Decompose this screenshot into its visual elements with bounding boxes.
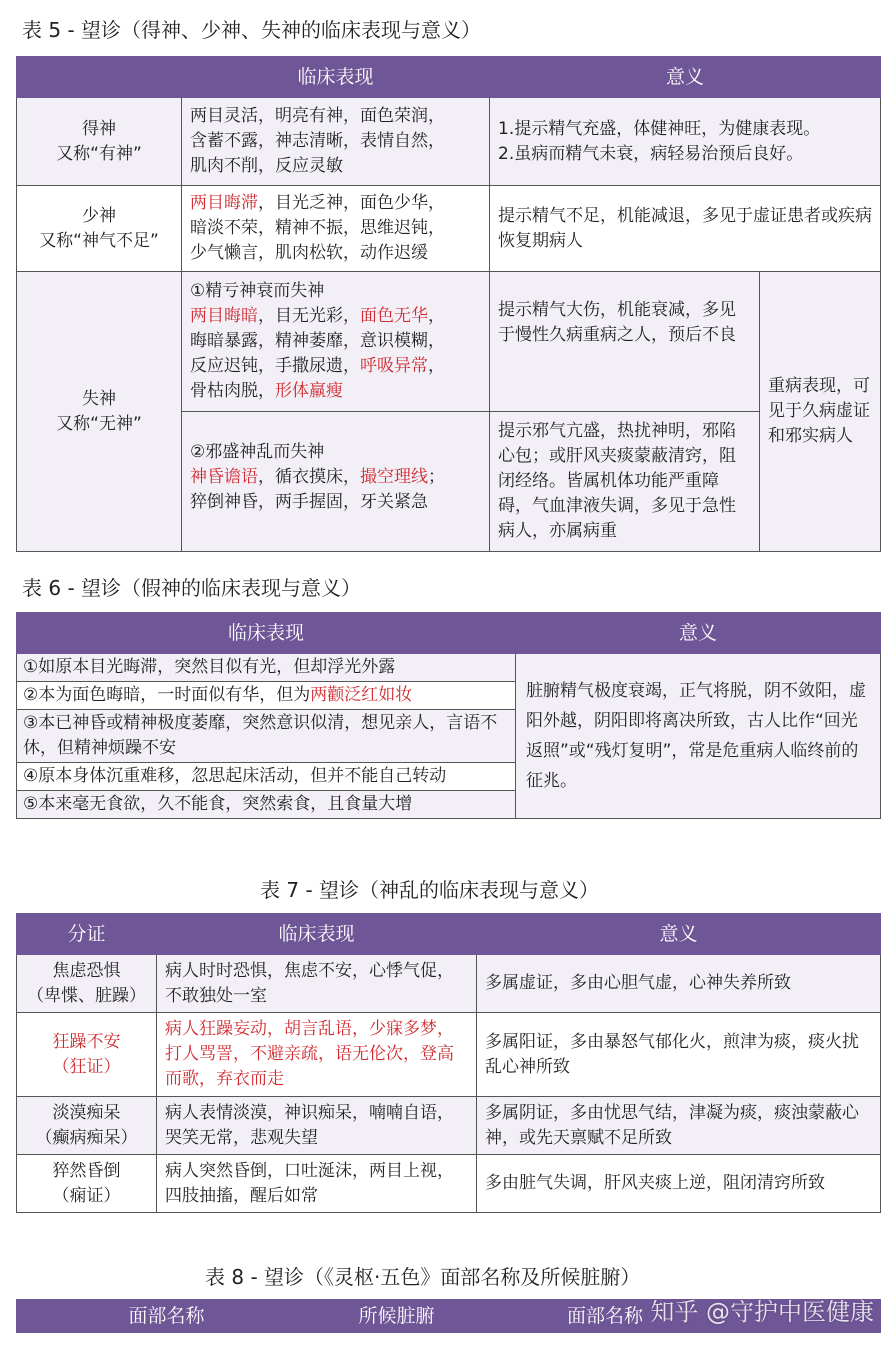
table5-header-meaning: 意义 xyxy=(490,57,881,98)
table7-title: 表 7 - 望诊（神乱的临床表现与意义） xyxy=(260,878,600,902)
row-label xyxy=(17,955,157,1013)
highlight-text: 两目晦滞 xyxy=(190,193,258,213)
table7-header-type: 分证 xyxy=(17,914,157,955)
clinical-cell: ⑤本来毫无食欲，久不能食，突然索食，且食量大增 xyxy=(17,791,516,819)
table-row xyxy=(17,1097,881,1155)
table6-header-meaning: 意义 xyxy=(516,613,881,654)
label-line: 又称“无神” xyxy=(56,413,142,434)
text-line: 晦暗暴露，精神萎靡，意识模糊， xyxy=(190,331,445,351)
row-label xyxy=(17,1097,157,1155)
meaning-cell: 提示精气大伤，机能衰减，多见于慢性久病重病之人，预后不良 xyxy=(490,272,760,412)
table5 xyxy=(16,56,881,552)
table6-title: 表 6 - 望诊（假神的临床表现与意义） xyxy=(22,576,362,600)
text-line xyxy=(190,304,481,329)
meaning-cell: 多属虚证，多由心胆气虚，心神失养所致 xyxy=(477,955,881,1013)
highlight-text: 呼吸异常 xyxy=(360,356,428,376)
highlight-text: 两目晦暗 xyxy=(190,306,258,326)
clinical-cell: ①如原本目光晦滞，突然目似有光，但却浮光外露 xyxy=(17,654,516,682)
table6-header-row xyxy=(17,613,881,654)
text-line xyxy=(190,191,481,216)
text: 反应迟钝，手撒尿遗， xyxy=(190,356,360,376)
table-row xyxy=(17,272,881,412)
label-line: （癫病痴呆） xyxy=(35,1127,138,1148)
table8-header-organ: 所候脏腑 xyxy=(317,1300,477,1333)
label-line: （痫证） xyxy=(52,1185,121,1206)
text: ②本为面色晦暗，一时面似有华，但为 xyxy=(23,685,311,705)
meaning-cell: 多由脏气失调，肝风夹痰上逆，阻闭清窍所致 xyxy=(477,1155,881,1213)
row-label xyxy=(17,98,182,186)
meaning-cell: 脏腑精气极度衰竭，正气将脱，阴不敛阳，虚阳外越，阴阳即将离决所致，古人比作“回光返照”或“残灯复明”，常是危重病人临终前的征兆。 xyxy=(516,654,881,819)
clinical-cell xyxy=(182,186,490,272)
text: 骨枯肉脱， xyxy=(190,381,275,401)
text-line: 少气懒言，肌肉松软，动作迟缓 xyxy=(190,243,428,263)
text-line: 2.虽病而精气未衰，病轻易治预后良好。 xyxy=(498,143,804,164)
label-line: （卑惵、脏躁） xyxy=(27,985,146,1006)
table7-header-clinical: 临床表现 xyxy=(157,914,477,955)
table5-header-blank xyxy=(17,57,182,98)
table5-header-clinical: 临床表现 xyxy=(182,57,490,98)
label-line: 又称“有神” xyxy=(56,143,142,164)
table-row xyxy=(17,654,881,682)
highlight-text: 两颧泛红如妆 xyxy=(310,685,413,705)
text-line xyxy=(190,354,481,379)
text-line: ②邪盛神乱而失神 xyxy=(190,442,325,462)
clinical-cell xyxy=(182,98,490,186)
clinical-cell: 病人狂躁妄动，胡言乱语，少寐多梦，打人骂詈，不避亲疏，语无伦次，登高而歌，弃衣而走 xyxy=(157,1013,477,1097)
label-line: 得神 xyxy=(82,118,116,139)
text-line: 暗淡不荣，精神不振，思维迟钝， xyxy=(190,218,445,238)
text: ， xyxy=(428,356,445,376)
label-line: 猝然昏倒 xyxy=(52,1160,121,1181)
text: ， xyxy=(428,306,445,326)
row-label xyxy=(17,1155,157,1213)
text-line xyxy=(190,379,481,404)
clinical-cell xyxy=(182,272,490,412)
meaning-cell: 提示邪气亢盛，热扰神明，邪陷心包；或肝风夹痰蒙蔽清窍，阻闭经络。皆属机体功能严重障碍，气血津液失调，多见于急性病人，亦属病重 xyxy=(490,412,760,552)
label-line: 淡漠痴呆 xyxy=(52,1102,121,1123)
table8-header-face-name-2: 面部名称 xyxy=(477,1300,881,1333)
meaning-cell: 多属阳证，多由暴怒气郁化火，煎津为痰，痰火扰乱心神所致 xyxy=(477,1013,881,1097)
text: ，目光乏神，面色少华， xyxy=(258,193,445,213)
highlight-text: 形体羸瘦 xyxy=(275,381,343,401)
table6-header-clinical: 临床表现 xyxy=(17,613,516,654)
meaning-cell: 多属阴证，多由忧思气结，津凝为痰，痰浊蒙蔽心神，或先天禀赋不足所致 xyxy=(477,1097,881,1155)
table8-title: 表 8 - 望诊（《灵枢·五色》面部名称及所候脏腑） xyxy=(205,1265,641,1289)
table7 xyxy=(16,913,881,1213)
table8-header-face-name: 面部名称 xyxy=(17,1300,317,1333)
label-line: 少神 xyxy=(82,205,116,226)
clinical-cell xyxy=(182,412,490,552)
text-line: 两目灵活，明亮有神，面色荣润， xyxy=(190,106,445,126)
text: ，循衣摸床， xyxy=(258,467,360,487)
text-line: 猝倒神昏，两手握固，牙关紧急 xyxy=(190,492,428,512)
text: ，目无光彩， xyxy=(258,306,360,326)
table5-title: 表 5 - 望诊（得神、少神、失神的临床表现与意义） xyxy=(22,18,482,42)
highlight-text: 面色无华 xyxy=(360,306,428,326)
label-line: 狂躁不安 xyxy=(52,1031,121,1052)
label-line: （狂证） xyxy=(52,1056,121,1077)
row-label xyxy=(17,1013,157,1097)
table7-header-row xyxy=(17,914,881,955)
table6 xyxy=(16,612,881,819)
meaning-cell xyxy=(490,98,881,186)
row-label xyxy=(17,186,182,272)
table7-header-meaning: 意义 xyxy=(477,914,881,955)
table-row xyxy=(17,98,881,186)
label-line: 焦虑恐惧 xyxy=(52,960,121,981)
row-label xyxy=(17,272,182,552)
table-row xyxy=(17,955,881,1013)
table-row xyxy=(17,1155,881,1213)
label-line: 又称“神气不足” xyxy=(39,230,159,251)
clinical-cell xyxy=(17,682,516,710)
table5-header-row xyxy=(17,57,881,98)
text: ； xyxy=(428,467,445,487)
table-row xyxy=(17,186,881,272)
highlight-text: 撮空理线 xyxy=(360,467,428,487)
text-line: 含蓄不露，神志清晰，表情自然， xyxy=(190,131,445,151)
label-line: 失神 xyxy=(82,388,116,409)
watermark: 知乎 @守护中医健康 xyxy=(650,1298,874,1326)
side-note-cell: 重病表现，可见于久病虚证和邪实病人 xyxy=(760,272,881,552)
table-row xyxy=(17,1013,881,1097)
text-line: ①精亏神衰而失神 xyxy=(190,281,325,301)
clinical-cell: ③本已神昏或精神极度萎靡，突然意识似清，想见亲人，言语不休，但精神烦躁不安 xyxy=(17,710,516,763)
text-line: 1.提示精气充盛，体健神旺，为健康表现。 xyxy=(498,118,821,139)
highlight-text: 神昏谵语 xyxy=(190,467,258,487)
meaning-cell: 提示精气不足，机能减退，多见于虚证患者或疾病恢复期病人 xyxy=(490,186,881,272)
text-line xyxy=(190,465,481,490)
clinical-cell: 病人突然昏倒，口吐涎沫，两目上视，四肢抽搐，醒后如常 xyxy=(157,1155,477,1213)
clinical-cell: ④原本身体沉重难移，忽思起床活动，但并不能自己转动 xyxy=(17,763,516,791)
text-line: 肌肉不削，反应灵敏 xyxy=(190,156,343,176)
clinical-cell: 病人时时恐惧，焦虑不安，心悸气促，不敢独处一室 xyxy=(157,955,477,1013)
clinical-cell: 病人表情淡漠，神识痴呆，喃喃自语，哭笑无常，悲观失望 xyxy=(157,1097,477,1155)
